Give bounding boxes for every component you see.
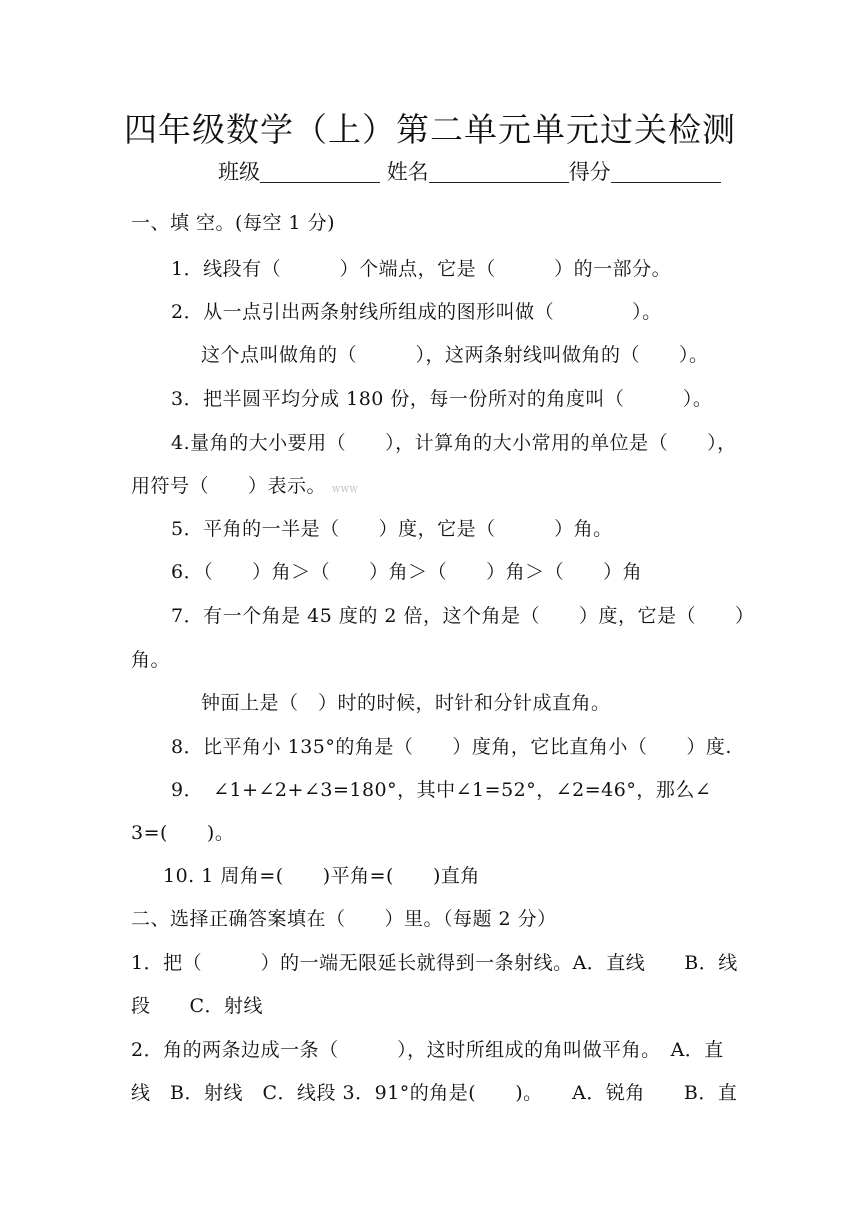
choice-question-1: 1．把（ ）的一端无限延长就得到一条射线。A．直线 B．线 [131,952,738,974]
score-blank [611,160,721,183]
student-info-row [218,156,721,186]
name-label: 姓名 [386,160,429,184]
class-blank [260,160,380,183]
question-7-clock: 钟面上是（ ）时的时候，时针和分针成直角。 [201,692,611,714]
question-10: 10. 1 周角=( )平角=( )直角 [163,865,480,887]
question-2-cont: 这个点叫做角的（ ），这两条射线叫做角的（ ）。 [201,344,709,366]
question-2: 2．从一点引出两条射线所组成的图形叫做（ ）。 [171,301,662,323]
question-8: 8．比平角小 135°的角是（ ）度角，它比直角小（ ）度. [171,736,732,758]
faint-watermark: WWW [332,485,359,494]
question-7-cont: 角。 [131,649,171,671]
question-9-cont: 3=( )。 [131,822,235,844]
choice-question-2-3: 线 B．射线 C．线段 3．91°的角是( )。 A．锐角 B．直 [131,1082,738,1104]
question-3: 3．把半圆平均分成 180 份，每一份所对的角度叫（ ）。 [171,388,713,410]
question-7: 7．有一个角是 45 度的 2 倍，这个角是（ ）度，它是（ ） [171,605,755,627]
choice-question-1-cont: 段 C．射线 [131,995,264,1017]
question-4-cont [131,471,358,498]
score-label: 得分 [568,160,611,184]
question-1: 1．线段有（ ）个端点，它是（ ）的一部分。 [171,258,672,280]
question-4-cont-text: 用符号（ ）表示。 [131,475,327,497]
question-6: 6．（ ）角＞（ ）角＞（ ）角＞（ ）角 [171,561,643,583]
question-5: 5．平角的一半是（ ）度，它是（ ）角。 [171,518,613,540]
section2-heading: 二、选择正确答案填在（ ）里。（每题 2 分） [131,908,557,930]
name-blank [429,160,569,183]
question-9: 9． ∠1+∠2+∠3=180°，其中∠1=52°，∠2=46°，那么∠ [171,779,712,801]
worksheet-title: 四年级数学（上）第二单元单元过关检测 [124,110,736,149]
question-4: 4.量角的大小要用（ ），计算角的大小常用的单位是（ ）， [171,432,737,454]
section1-heading: 一、填 空。(每空 1 分) [131,212,336,234]
class-label: 班级 [218,160,260,184]
choice-question-2: 2．角的两条边成一条（ ），这时所组成的角叫做平角。 A．直 [131,1039,724,1061]
